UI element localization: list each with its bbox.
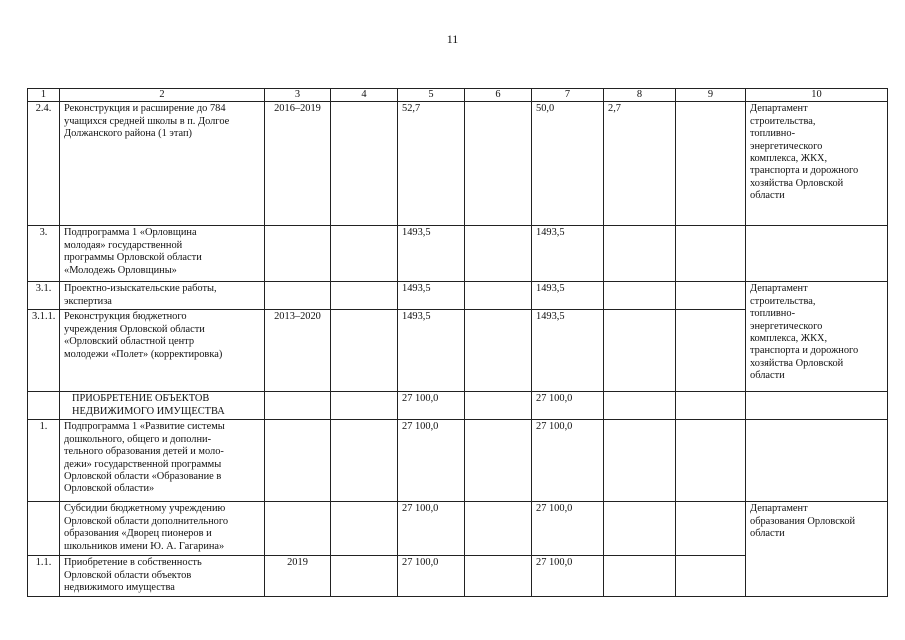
row-col6 — [465, 102, 532, 226]
row-col8 — [604, 282, 676, 310]
column-header: 2 — [60, 89, 265, 102]
row-col4 — [331, 420, 398, 502]
column-header: 10 — [746, 89, 888, 102]
column-header: 3 — [265, 89, 331, 102]
row-col4 — [331, 392, 398, 420]
row-col4 — [331, 502, 398, 556]
row-col6 — [465, 420, 532, 502]
row-col4 — [331, 226, 398, 282]
row-period — [265, 420, 331, 502]
row-title: Реконструкция и расширение до 784 учащихся средней школы в п. Долгое Должанского района (1 этап) — [60, 102, 265, 226]
row-col5: 27 100,0 — [398, 502, 465, 556]
budget-table — [27, 88, 888, 597]
row-period — [265, 392, 331, 420]
row-col7: 1493,5 — [532, 282, 604, 310]
row-col9 — [676, 310, 746, 392]
row-department — [746, 420, 888, 502]
row-col9 — [676, 420, 746, 502]
row-col8 — [604, 226, 676, 282]
row-col5: 52,7 — [398, 102, 465, 226]
row-period: 2019 — [265, 556, 331, 597]
row-number: 2.4. — [28, 102, 60, 226]
row-col7: 27 100,0 — [532, 556, 604, 597]
row-col7: 27 100,0 — [532, 420, 604, 502]
section-title: ПРИОБРЕТЕНИЕ ОБЪЕКТОВ НЕДВИЖИМОГО ИМУЩЕСТВА — [60, 392, 265, 420]
row-col4 — [331, 556, 398, 597]
row-department — [746, 392, 888, 420]
row-col8 — [604, 556, 676, 597]
row-col5: 27 100,0 — [398, 420, 465, 502]
row-col4 — [331, 282, 398, 310]
row-number: 3. — [28, 226, 60, 282]
row-col6 — [465, 226, 532, 282]
row-col9 — [676, 102, 746, 226]
row-col8 — [604, 420, 676, 502]
row-col5: 1493,5 — [398, 310, 465, 392]
row-period — [265, 282, 331, 310]
row-col8 — [604, 502, 676, 556]
row-col9 — [676, 226, 746, 282]
row-number — [28, 392, 60, 420]
row-col9 — [676, 502, 746, 556]
row-col5: 27 100,0 — [398, 392, 465, 420]
table-row — [28, 102, 888, 226]
row-col7: 27 100,0 — [532, 392, 604, 420]
table-row — [28, 226, 888, 282]
row-number: 1. — [28, 420, 60, 502]
row-number: 1.1. — [28, 556, 60, 597]
row-period: 2016–2019 — [265, 102, 331, 226]
column-header: 7 — [532, 89, 604, 102]
row-col5: 1493,5 — [398, 282, 465, 310]
row-col7: 27 100,0 — [532, 502, 604, 556]
column-header: 4 — [331, 89, 398, 102]
row-period — [265, 502, 331, 556]
page-number: 11 — [446, 32, 459, 46]
row-title: Проектно-изыскательские работы, экспертиза — [60, 282, 265, 310]
row-col7: 1493,5 — [532, 310, 604, 392]
column-header: 5 — [398, 89, 465, 102]
row-col7: 1493,5 — [532, 226, 604, 282]
row-title: Реконструкция бюджетного учреждения Орловской области «Орловский областной центр молодежи «Полет» (корректировка) — [60, 310, 265, 392]
row-department — [746, 226, 888, 282]
row-col5: 1493,5 — [398, 226, 465, 282]
row-department: Департамент образования Орловской области — [746, 502, 888, 597]
row-title: Подпрограмма 1 «Орловщина молодая» государственной программы Орловской области «Молодежь Орловщины» — [60, 226, 265, 282]
row-period — [265, 226, 331, 282]
row-number: 3.1. — [28, 282, 60, 310]
column-header: 8 — [604, 89, 676, 102]
row-col4 — [331, 310, 398, 392]
row-col8 — [604, 310, 676, 392]
row-col4 — [331, 102, 398, 226]
row-number — [28, 502, 60, 556]
row-col9 — [676, 282, 746, 310]
table-row — [28, 420, 888, 502]
row-col6 — [465, 282, 532, 310]
row-col8: 2,7 — [604, 102, 676, 226]
row-title: Приобретение в собственность Орловской области объектов недвижимого имущества — [60, 556, 265, 597]
column-header: 6 — [465, 89, 532, 102]
column-header: 1 — [28, 89, 60, 102]
table-row — [28, 392, 888, 420]
header-row — [28, 89, 888, 102]
row-col7: 50,0 — [532, 102, 604, 226]
row-title: Субсидии бюджетному учреждению Орловской области дополнительного образования «Дворец пионеров и школьников имени Ю. А. Гагарина» — [60, 502, 265, 556]
table-row — [28, 502, 888, 556]
table-row — [28, 282, 888, 310]
row-department: Департамент строительства, топливно- энергетического комплекса, ЖКХ, транспорта и дорожного хозяйства Орловской области — [746, 102, 888, 226]
row-col8 — [604, 392, 676, 420]
row-col5: 27 100,0 — [398, 556, 465, 597]
row-col6 — [465, 502, 532, 556]
row-col9 — [676, 392, 746, 420]
row-col6 — [465, 392, 532, 420]
row-period: 2013–2020 — [265, 310, 331, 392]
row-number: 3.1.1. — [28, 310, 60, 392]
column-header: 9 — [676, 89, 746, 102]
row-col9 — [676, 556, 746, 597]
row-department: Департамент строительства, топливно- энергетического комплекса, ЖКХ, транспорта и дорожного хозяйства Орловской области — [746, 282, 888, 392]
row-title: Подпрограмма 1 «Развитие системы дошкольного, общего и дополни- тельного образования детей и моло- дежи» государственной программы Орловской области «Образование в Орловской области» — [60, 420, 265, 502]
row-col6 — [465, 556, 532, 597]
row-col6 — [465, 310, 532, 392]
